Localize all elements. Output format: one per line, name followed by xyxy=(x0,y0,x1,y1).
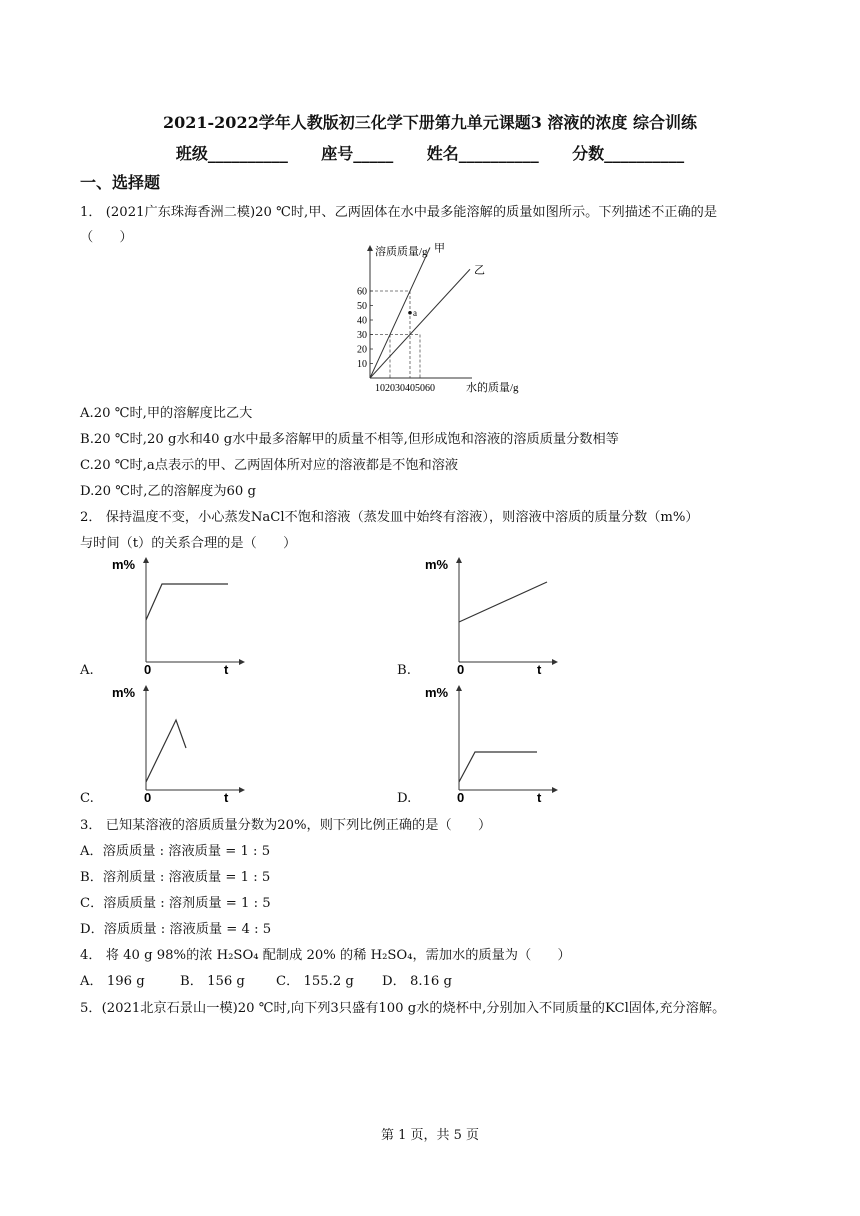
q2-stem-line2: 与时间（t）的关系合理的是（ ） xyxy=(80,536,297,551)
graph-a-label: A. xyxy=(80,663,94,678)
graph-b-curve xyxy=(459,582,547,622)
point-a-label: a xyxy=(413,307,417,318)
q3-option-c: C．溶质质量 : 溶剂质量 = 1 : 5 xyxy=(80,896,271,911)
q4-option-c: C． 155.2 g xyxy=(276,974,354,989)
q1-option-c: C.20 ℃时,a点表示的甲、乙两固体所对应的溶液都是不饱和溶液 xyxy=(80,458,459,473)
q4-option-a: A． 196 g xyxy=(80,974,145,989)
q2-stem-line1: 2． 保持温度不变，小心蒸发NaCl不饱和溶液（蒸发皿中始终有溶液），则溶液中溶质的质量分数（m%） xyxy=(80,510,699,525)
q4-option-d: D． 8.16 g xyxy=(382,974,452,989)
graph-a-xlabel: t xyxy=(224,662,229,677)
q1-option-a: A.20 ℃时,甲的溶解度比乙大 xyxy=(80,406,253,421)
graph-b xyxy=(423,550,563,678)
graph-d-ylabel: m% xyxy=(425,685,449,700)
graph-a xyxy=(110,550,250,678)
q3-stem: 3． 已知某溶液的溶质质量分数为20%，则下列比例正确的是（ ） xyxy=(80,818,492,833)
series-label-yi: 乙 xyxy=(474,264,485,277)
graph-b-origin: 0 xyxy=(457,662,465,677)
q3-option-b: B．溶剂质量 : 溶液质量 = 1 : 5 xyxy=(80,870,271,885)
graph-b-xlabel: t xyxy=(537,662,542,677)
graph-a-curve xyxy=(146,584,228,620)
graph-c xyxy=(110,678,250,806)
graph-d-xlabel: t xyxy=(537,790,542,805)
y-tick-label: 60 xyxy=(357,286,367,298)
y-tick-label: 10 xyxy=(357,359,367,370)
graph-c-curve xyxy=(146,720,186,782)
x-tick-label: 20 xyxy=(385,383,395,394)
student-info-line: 班级__________ 座号_____ 姓名__________ 分数__________ xyxy=(175,144,685,163)
y-tick-label: 40 xyxy=(357,315,367,327)
series-label-jia: 甲 xyxy=(434,242,445,255)
q3-option-d: D．溶质质量 : 溶液质量 = 4 : 5 xyxy=(80,922,272,937)
q1-solubility-chart xyxy=(340,238,540,398)
graph-b-label: B. xyxy=(397,663,411,678)
graph-c-origin: 0 xyxy=(144,790,152,805)
graph-d-curve xyxy=(459,752,537,782)
q5-stem: 5．(2021北京石景山一模)20 ℃时,向下列3只盛有100 g水的烧杯中,分别加入不同质量的KCl固体,充分溶解。 xyxy=(80,1001,726,1016)
series-line-jia xyxy=(370,248,430,379)
x-axis-label: 水的质量/g xyxy=(466,382,519,394)
x-tick-label: 10 xyxy=(375,383,385,394)
q1-stem: 1． (2021广东珠海香洲二模)20 ℃时,甲、乙两固体在水中最多能溶解的质量如图所示。下列描述不正确的是 xyxy=(80,205,718,220)
q1-option-b: B.20 ℃时,20 g水和40 g水中最多溶解甲的质量不相等,但形成饱和溶液的溶质质量分数相等 xyxy=(80,432,619,447)
point-a-marker xyxy=(408,311,412,315)
q1-option-d: D.20 ℃时,乙的溶解度为60 g xyxy=(80,484,256,499)
graph-c-xlabel: t xyxy=(224,790,229,805)
graph-a-ylabel: m% xyxy=(112,557,136,572)
x-tick-label: 60 xyxy=(425,383,435,394)
graph-a-origin: 0 xyxy=(144,662,152,677)
y-axis-label: 溶质质量/g xyxy=(375,246,428,258)
section-heading: 一、选择题 xyxy=(80,173,161,192)
graph-d xyxy=(423,678,563,806)
graph-c-label: C. xyxy=(80,791,94,806)
page-footer: 第 1 页，共 5 页 xyxy=(380,1128,480,1143)
x-tick-label: 30 xyxy=(395,383,405,394)
graph-d-origin: 0 xyxy=(457,790,465,805)
y-tick-label: 30 xyxy=(357,330,367,341)
graph-c-ylabel: m% xyxy=(112,685,136,700)
graph-d-label: D. xyxy=(397,791,412,806)
x-tick-label: 40 xyxy=(405,383,415,394)
y-tick-label: 50 xyxy=(357,301,367,312)
q4-stem: 4． 将 40 g 98%的浓 H₂SO₄ 配制成 20% 的稀 H₂SO₄，需加水的质量为（ ） xyxy=(80,948,571,963)
graph-b-ylabel: m% xyxy=(425,557,449,572)
q4-option-b: B． 156 g xyxy=(180,974,245,989)
y-tick-label: 20 xyxy=(357,344,367,356)
q3-option-a: A．溶质质量 : 溶液质量 = 1 : 5 xyxy=(80,844,271,859)
page-title: 2021-2022学年人教版初三化学下册第九单元课题3 溶液的浓度 综合训练 xyxy=(163,113,697,132)
x-tick-label: 50 xyxy=(415,383,425,394)
q1-answer-paren: （ ） xyxy=(80,230,133,245)
